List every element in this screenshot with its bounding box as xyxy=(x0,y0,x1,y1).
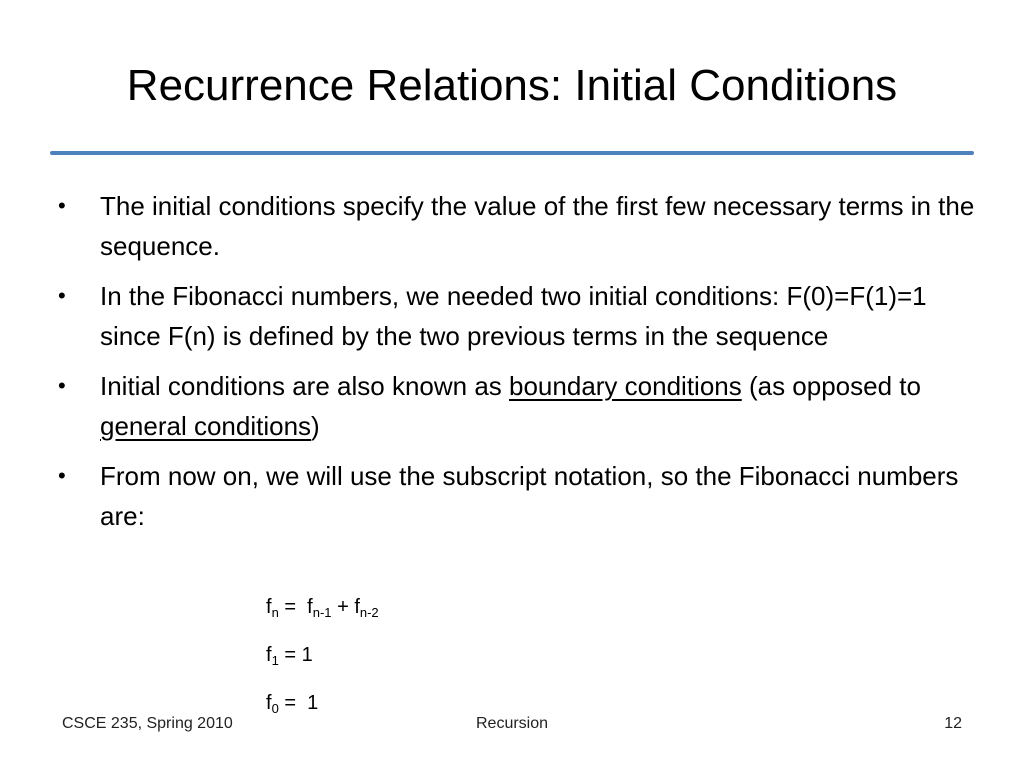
formula-recurrence xyxy=(266,586,379,634)
formula-block xyxy=(266,586,379,730)
formula-value: = 1 xyxy=(278,692,319,714)
formula-term: f xyxy=(354,596,360,618)
formula-operator: + xyxy=(331,596,355,618)
formula-term: f xyxy=(307,596,313,618)
formula-subscript: 1 xyxy=(271,653,279,668)
slide-title: Recurrence Relations: Initial Conditions xyxy=(126,61,898,110)
bullet-text-pre: Initial conditions are also known as xyxy=(100,371,510,401)
boundary-conditions-term: boundary conditions xyxy=(509,371,742,401)
bullet-icon: • xyxy=(58,283,66,308)
bullet-icon: • xyxy=(58,463,66,488)
formula-term: f xyxy=(266,644,272,666)
formula-subscript: n-1 xyxy=(312,605,332,620)
bullet-text: From now on, we will use the subscript notation, so the Fibonacci numbers are: xyxy=(100,461,959,531)
formula-value: = 1 xyxy=(278,644,313,666)
bullet-item xyxy=(58,456,978,536)
formula-operator: = xyxy=(278,596,308,618)
bullet-text: In the Fibonacci numbers, we needed two initial conditions: F(0)=F(1)=1 since F(n) is defined by the two previous terms in the sequence xyxy=(100,281,927,351)
formula-term: f xyxy=(266,692,272,714)
formula-subscript: n-2 xyxy=(359,605,379,620)
bullet-icon: • xyxy=(58,373,66,398)
formula-subscript: 0 xyxy=(271,701,279,716)
formula-term: f xyxy=(266,596,272,618)
title-divider xyxy=(50,151,974,155)
bullet-text-post: ) xyxy=(311,411,320,441)
bullet-text-mid: (as opposed to xyxy=(741,371,921,401)
footer-page-number: 12 xyxy=(944,715,962,732)
bullet-list xyxy=(58,186,978,546)
footer-course: CSCE 235, Spring 2010 xyxy=(62,715,233,732)
general-conditions-term: general conditions xyxy=(100,411,312,441)
bullet-item xyxy=(58,186,978,266)
formula-subscript: n xyxy=(271,605,279,620)
footer-topic: Recursion xyxy=(475,715,549,732)
bullet-text: The initial conditions specify the value of the first few necessary terms in the sequence. xyxy=(100,191,975,261)
bullet-text xyxy=(100,371,921,441)
bullet-item xyxy=(58,276,978,356)
formula-initial-f1 xyxy=(266,634,379,682)
bullet-icon: • xyxy=(58,193,66,218)
bullet-item xyxy=(58,366,978,446)
